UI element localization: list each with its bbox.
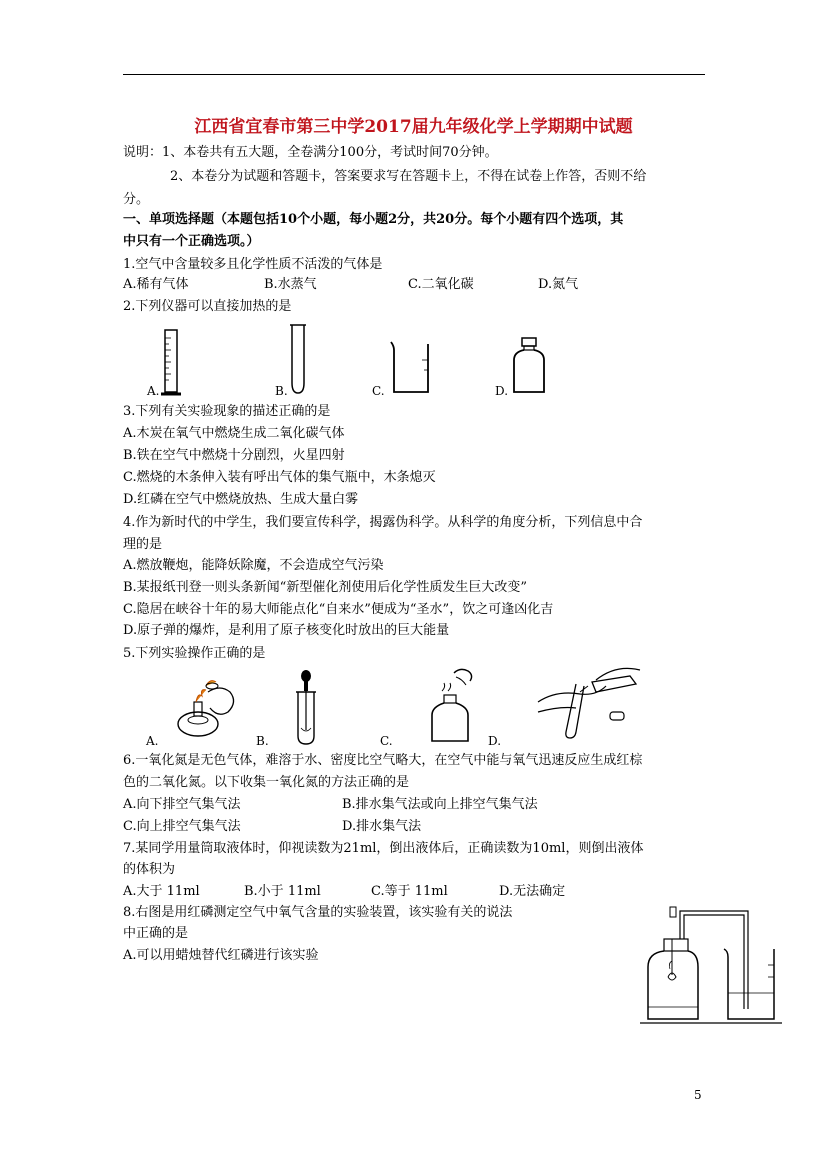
q2-stem: 2.下列仪器可以直接加热的是 (123, 299, 292, 314)
q1-option-a: A.稀有气体 (123, 277, 189, 292)
q4-option-d: D.原子弹的爆炸，是利用了原子核变化时放出的巨大能量 (123, 623, 450, 638)
q7-option-b: B.小于 11ml (244, 884, 321, 899)
q3-stem: 3.下列有关实验现象的描述正确的是 (123, 404, 331, 419)
q6-option-b: B.排水集气法或向上排空气集气法 (342, 797, 538, 812)
header-rule (123, 74, 705, 75)
q2-label-b: B. (275, 384, 288, 398)
reagent-bottle-icon (509, 336, 549, 396)
q5-label-d: D. (488, 734, 502, 748)
beaker-icon (388, 340, 432, 396)
q7-option-c: C.等于 11ml (371, 884, 448, 899)
q1-stem: 1.空气中含量较多且化学性质不活泼的气体是 (123, 257, 383, 272)
alcohol-lamp-lighting-icon (168, 666, 244, 740)
q4-option-c: C.隐居在峡谷十年的易大师能点化“自来水”便成为“圣水”，饮之可逢凶化吉 (123, 602, 554, 617)
q3-option-a: A.木炭在氧气中燃烧生成二氧化碳气体 (123, 426, 345, 441)
note-line-3: 分。 (123, 192, 150, 207)
pouring-reagent-icon (536, 660, 644, 742)
q7-stem-line-1: 7.某同学用量筒取液体时，仰视读数为21ml，倒出液体后，正确读数为10ml，则倒出液体 (123, 841, 644, 856)
smelling-gas-icon (424, 665, 480, 745)
q8-stem-line-2: 中正确的是 (123, 926, 189, 941)
q7-stem-line-2: 的体积为 (123, 862, 176, 877)
q5-label-b: B. (256, 734, 269, 748)
q1-option-b: B.水蒸气 (264, 277, 317, 292)
q4-stem-line-1: 4.作为新时代的中学生，我们要宣传科学，揭露伪科学。从科学的角度分析，下列信息中合 (123, 515, 643, 530)
q8-option-a: A.可以用蜡烛替代红磷进行该实验 (123, 948, 319, 963)
q5-stem: 5.下列实验操作正确的是 (123, 646, 266, 661)
q5-label-a: A. (146, 734, 159, 748)
q6-option-d: D.排水集气法 (342, 819, 422, 834)
q3-option-b: B.铁在空气中燃烧十分剧烈，火星四射 (123, 448, 345, 463)
q1-option-d: D.氮气 (538, 277, 579, 292)
page-title: 江西省宜春市第三中学2017届九年级化学上学期期中试题 (194, 117, 633, 137)
q1-option-c: C.二氧化碳 (408, 277, 474, 292)
q7-option-d: D.无法确定 (499, 884, 566, 899)
note-line-1: 说明：1、本卷共有五大题，全卷满分100分，考试时间70分钟。 (123, 145, 498, 160)
q8-stem-line-1: 8.右图是用红磷测定空气中氧气含量的实验装置，该实验有关的说法 (123, 905, 513, 920)
q3-option-c: C.燃烧的木条伸入装有呼出气体的集气瓶中，木条熄灭 (123, 470, 436, 485)
q2-label-d: D. (495, 384, 509, 398)
q2-label-a: A. (147, 384, 160, 398)
phosphorus-apparatus-icon (640, 905, 782, 1025)
q6-stem-line-2: 色的二氧化氮。以下收集一氧化氮的方法正确的是 (123, 775, 410, 790)
q7-option-a: A.大于 11ml (123, 884, 200, 899)
q6-option-c: C.向上排空气集气法 (123, 819, 241, 834)
q6-stem-line-1: 6.一氧化氮是无色气体，难溶于水、密度比空气略大，在空气中能与氧气迅速反应生成红棕 (123, 753, 643, 768)
q2-label-c: C. (372, 384, 385, 398)
section-heading-2: 中只有一个正确选项。） (123, 234, 260, 249)
section-heading-1: 一、单项选择题（本题包括10个小题，每小题2分，共20分。每个小题有四个选项，其 (123, 212, 624, 227)
note-line-2: 2、本卷分为试题和答题卡，答案要求写在答题卡上，不得在试卷上作答，否则不给 (170, 169, 647, 184)
page-number: 5 (694, 1088, 702, 1102)
test-tube-icon (289, 323, 307, 395)
dropper-in-tube-icon (292, 668, 322, 746)
graduated-cylinder-icon (160, 328, 182, 398)
q4-option-a: A.燃放鞭炮，能降妖除魔，不会造成空气污染 (123, 558, 384, 573)
q3-option-d: D.红磷在空气中燃烧放热、生成大量白雾 (123, 492, 359, 507)
q4-option-b: B.某报纸刊登一则头条新闻“新型催化剂使用后化学性质发生巨大改变” (123, 580, 527, 595)
q4-stem-line-2: 理的是 (123, 537, 163, 552)
q5-label-c: C. (380, 734, 393, 748)
q6-option-a: A.向下排空气集气法 (123, 797, 241, 812)
